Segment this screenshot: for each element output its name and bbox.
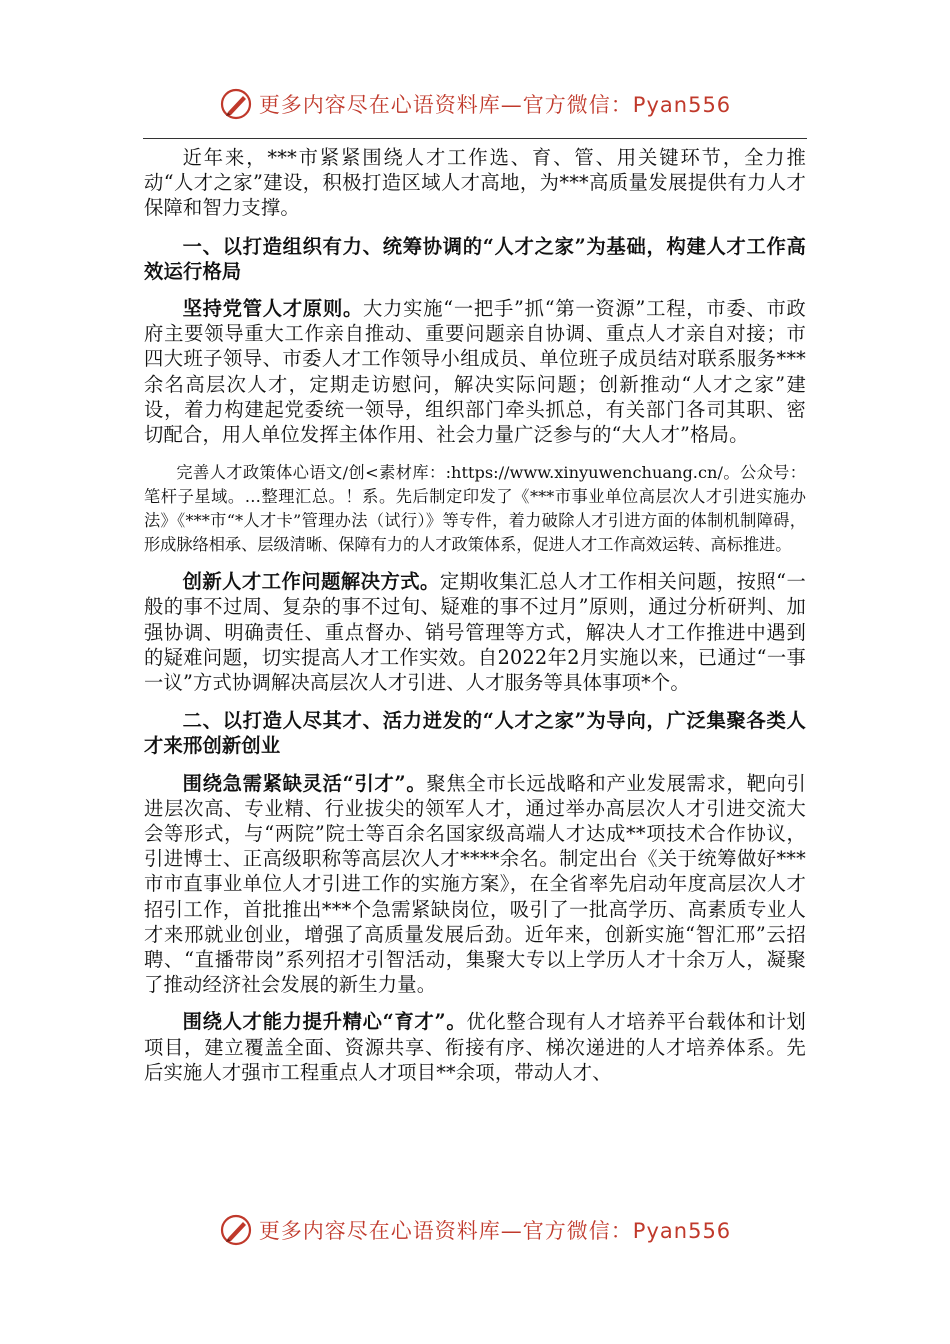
paragraph-3-lead: 创新人才工作问题解决方式。 xyxy=(182,570,440,594)
header-divider xyxy=(143,138,807,139)
paragraph-4 xyxy=(144,771,806,998)
paragraph-5 xyxy=(144,1009,806,1085)
paragraph-3-text: 定期收集汇总人才工作相关问题，按照“一般的事不过周、复杂的事不过旬、疑难的事不过月”原则，通过分析研判、加强协调、明确责任、重点督办、销号管理等方式，解决人才工作推进中遇到的疑难问题，切实提高人才工作实效。自2022年2月实施以来，已通过“一事一议”方式协调解决高层次人才引进、人才服务等具体事项*个。 xyxy=(144,570,807,695)
intro-paragraph: 近年来，***市紧紧围绕人才工作选、育、管、用关键环节，全力推动“人才之家”建设，积极打造区域人才高地，为***高质量发展提供有力人才保障和智力支撑。 xyxy=(144,146,806,220)
document-body xyxy=(144,145,806,1085)
paragraph-4-text: 聚焦全市长远战略和产业发展需求，靶向引进层次高、专业精、行业拔尖的领军人才，通过举办高层次人才引进交流大会等形式，与“两院”院士等百余名国家级高端人才达成**项技术合作协议，引进博士、正高级职称等高层次人才****余名。制定出台《关于统筹做好***市市直事业单位人才引进工作的实施方案》，在全省率先启动年度高层次人才招引工作，首批推出***个急需紧缺岗位，吸引了一批高学历、高素质专业人才来邢就业创业，增强了高质量发展后劲。近年来，创新实施“智汇邢”云招聘、“直播带岗”系列招才引智活动，集聚大专以上学历人才十余万人，凝聚了推动经济社会发展的新生力量。 xyxy=(144,771,806,997)
paragraph-5-lead: 围绕人才能力提升精心“育才”。 xyxy=(182,1010,467,1034)
paragraph-1 xyxy=(144,296,806,447)
footer-banner-text: 更多内容尽在心语资料库—官方微信：Pyan556 xyxy=(258,1219,732,1243)
footer-banner xyxy=(0,1208,950,1252)
paragraph-4-lead: 围绕急需紧缺灵活“引才”。 xyxy=(182,771,427,795)
header-banner-text: 更多内容尽在心语资料库—官方微信：Pyan556 xyxy=(258,93,732,117)
paragraph-1-text: 大力实施“一把手”抓“第一资源”工程，市委、市政府主要领导重大工作亲自推动、重要问题亲自协调、重点人才亲自对接；市四大班子领导、市委人才工作领导小组成员、单位班子成员结对联系服务***余名高层次人才，定期走访慰问，解决实际问题；创新推动“人才之家”建设，着力构建起党委统一领导，组织部门牵头抓总，有关部门各司其职、密切配合，用人单位发挥主体作用、社会力量广泛参与的“大人才”格局。 xyxy=(144,297,806,447)
paragraph-1-lead: 坚持党管人才原则。 xyxy=(182,297,364,321)
pen-logo-icon xyxy=(219,87,253,121)
section-heading-1: 一、以打造组织有力、统筹协调的“人才之家”为基础，构建人才工作高效运行格局 xyxy=(144,234,806,283)
paragraph-3 xyxy=(144,569,806,695)
paragraph-5-text: 优化整合现有人才培养平台载体和计划项目，建立覆盖全面、资源共享、衔接有序、梯次递进的人才培养体系。先后实施人才强市工程重点人才项目**余项，带动人才、 xyxy=(144,1010,806,1084)
header-banner xyxy=(0,82,950,126)
section-heading-2: 二、以打造人尽其才、活力迸发的“人才之家”为导向，广泛集聚各类人才来邢创新创业 xyxy=(144,709,806,758)
pen-logo-icon xyxy=(219,1213,253,1247)
paragraph-2: 完善人才政策体心语文/创<素材库：:https://www.xinyuwenchuang.cn/。公众号：笔杆子星域。…整理汇总。！系。先后制定印发了《***市事业单位高层次人才引进实施办法》《***市“*人才卡”管理办法（试行）》等专件，着力破除人才引进方面的体制机制障碍，形成脉络相承、层级清晰、保障有力的人才政策体系，促进人才工作高效运转、高标推进。 xyxy=(144,463,806,555)
